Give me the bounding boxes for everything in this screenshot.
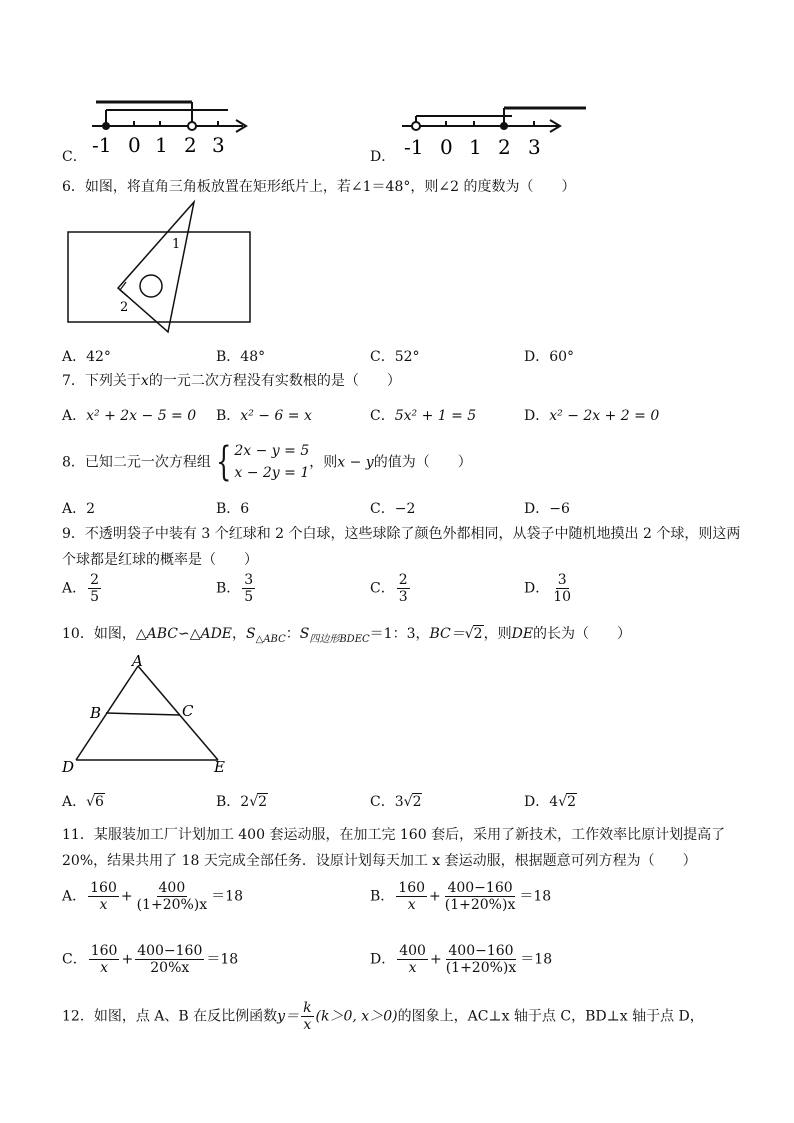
q10-option-b-coef: 2: [240, 794, 250, 810]
q7-option-a-label: A．: [62, 408, 87, 424]
q12-y: y＝: [277, 1008, 300, 1025]
radical-sign: √: [558, 794, 568, 810]
fraction: [396, 880, 427, 913]
q9-option-c[interactable]: [370, 572, 412, 605]
q10-figure: [60, 654, 240, 776]
q8-text-b: ，则: [309, 454, 338, 471]
q7-number: 7．: [62, 373, 85, 389]
q10-option-d-radicand: 2: [567, 794, 576, 810]
q11-text-line2: 20%，结果共用了 18 天完成全部任务．设原计划每天加工 x 套运动服，根据题意可列方程为（ ）: [62, 853, 697, 869]
fraction-numerator: k: [303, 1000, 312, 1016]
q10-ratio: ＝1：3，: [369, 626, 430, 642]
rhs: ＝18: [520, 951, 553, 968]
q10-number: 10．: [62, 626, 94, 642]
q7-option-c[interactable]: [370, 405, 476, 425]
q7-option-d[interactable]: [524, 405, 659, 425]
q11-option-c-label: C．: [62, 951, 87, 968]
q10-option-c[interactable]: [370, 791, 422, 811]
q9-option-b[interactable]: [216, 572, 257, 605]
fraction-denominator: x: [407, 897, 416, 914]
q12-fraction: [301, 1000, 313, 1033]
q6-option-a[interactable]: A．42°: [62, 349, 111, 365]
plus-sign: +: [429, 888, 441, 905]
q6-number: 6．: [62, 179, 85, 195]
q10-label-c: C: [182, 702, 194, 720]
q10-bc: BC＝: [429, 626, 465, 642]
q8-option-b[interactable]: B．6: [216, 501, 250, 517]
q8-stem: [62, 440, 472, 485]
q12-condition: (k＞0, x＞0): [315, 1008, 398, 1025]
fraction-numerator: 160: [90, 943, 118, 959]
q9-number: 9．: [62, 526, 85, 542]
q7-stem: [62, 370, 401, 390]
q5c-tick-3: 3: [212, 133, 225, 157]
fraction: [443, 880, 518, 913]
q8-eq2: x − 2y = 1: [234, 465, 310, 482]
q7-option-c-expr: 5x² + 1 = 5: [394, 408, 477, 424]
fraction-numerator: 2: [398, 572, 408, 588]
q5d-tick-3: 3: [528, 135, 541, 159]
q7-option-b-label: B．: [216, 408, 241, 424]
q11-option-a[interactable]: [62, 880, 243, 913]
q6-angle1-label: 1: [172, 237, 181, 252]
q9-option-a-label: A．: [62, 580, 87, 597]
fraction: [88, 880, 119, 913]
q10-option-c-radicand: 2: [412, 794, 422, 810]
q6-option-b[interactable]: B．48°: [216, 349, 266, 365]
q7-text-b: 的一元二次方程没有实数根的是（ ）: [148, 373, 401, 389]
q9-option-d[interactable]: [524, 572, 575, 605]
q10-text-b: ，则: [483, 626, 512, 642]
q11-option-a-label: A．: [62, 888, 87, 905]
q8-expr: x − y: [337, 454, 374, 471]
fraction-denominator: 20%x: [150, 960, 190, 977]
q9-option-b-label: B．: [216, 580, 241, 597]
q11-option-d[interactable]: [370, 943, 552, 976]
q5c-tick-1: 1: [155, 133, 168, 157]
q5-option-d-label[interactable]: D．: [370, 149, 396, 165]
q11-option-b[interactable]: [370, 880, 551, 913]
radical-sign: √: [86, 794, 96, 810]
q8-option-d[interactable]: D．−6: [524, 501, 570, 517]
q10-label-d: D: [62, 758, 75, 776]
q10-label-e: E: [214, 758, 225, 776]
q11-number: 11．: [62, 827, 94, 843]
q7-option-c-label: C．: [370, 408, 395, 424]
q9-option-d-fraction: [551, 572, 573, 605]
q10-s2-sub: 四边形BDEC: [309, 633, 370, 645]
q6-figure: [64, 198, 264, 338]
q8-text-a: 已知二元一次方程组: [84, 454, 211, 471]
fraction-numerator: 400−160: [448, 943, 514, 959]
fraction: [444, 943, 519, 976]
radical-sign: √: [403, 794, 413, 810]
fraction-denominator: 10: [553, 589, 572, 606]
q7-var: x: [140, 373, 149, 389]
q5-option-c-label[interactable]: C．: [62, 149, 87, 165]
q9-text-line1: 不透明袋子中装有 3 个红球和 2 个白球，这些球除了颜色外都相同，从袋子中随机地摸出 2 个球，则这两: [84, 526, 741, 542]
q10-option-b-label: B．: [216, 794, 241, 810]
fraction-denominator: x: [408, 960, 417, 977]
plus-sign: +: [120, 888, 133, 905]
q10-colon: ：: [285, 626, 300, 642]
q6-text: 如图，将直角三角板放置在矩形纸片上，若∠1＝48°，则∠2 的度数为（ ）: [84, 179, 576, 195]
q10-text-c: 的长为（ ）: [533, 626, 632, 642]
fraction: [135, 943, 204, 976]
q10-label-a: A: [132, 654, 143, 670]
q7-option-d-label: D．: [524, 408, 550, 424]
q11-option-b-label: B．: [370, 888, 395, 905]
q5-option-d-number-line: [402, 100, 592, 162]
q8-option-c[interactable]: C．−2: [370, 501, 416, 517]
q10-de: DE: [511, 626, 534, 642]
fraction-numerator: 2: [90, 572, 100, 588]
q9-option-b-fraction: [242, 572, 255, 605]
q10-s1: S: [246, 626, 256, 642]
q5d-tick-1: 1: [469, 135, 482, 159]
q10-sep: ，: [232, 626, 247, 642]
q11-text-line1: 某服装加工厂计划加工 400 套运动服，在加工完 160 套后，采用了新技术，工作效率比原计划提高了: [93, 827, 726, 843]
q11-option-d-label: D．: [370, 951, 396, 968]
q5d-tick-0: 0: [440, 135, 453, 159]
q10-s1-sub: △ABC: [255, 633, 286, 645]
q9-option-c-fraction: [397, 572, 410, 605]
fraction-denominator: x: [303, 1017, 312, 1034]
q9-option-a[interactable]: [62, 572, 103, 605]
q10-option-a-radicand: 6: [95, 794, 104, 810]
q6-stem: [62, 176, 575, 196]
q10-label-b: B: [90, 704, 102, 722]
q8-number: 8．: [62, 454, 85, 471]
fraction-numerator: 400−160: [137, 943, 203, 959]
q6-angle2-label: 2: [120, 300, 129, 315]
q8-text-c: 的值为（ ）: [373, 454, 472, 471]
q10-option-a-label: A．: [62, 794, 87, 810]
q7-option-a-expr: x² + 2x − 5 = 0: [86, 408, 197, 424]
q10-similar: △ABC∽△ADE: [135, 626, 233, 642]
fraction: [135, 880, 210, 913]
q10-option-a[interactable]: [62, 791, 105, 811]
q6-option-d[interactable]: D．60°: [524, 349, 575, 365]
q9-text-line2: 个球都是红球的概率是（ ）: [62, 552, 258, 568]
q9-option-a-fraction: [88, 572, 101, 605]
q9-stem-line1: [62, 523, 740, 543]
q10-option-d[interactable]: [524, 791, 577, 811]
fraction-numerator: 3: [557, 572, 567, 588]
fraction-numerator: 3: [244, 572, 254, 588]
fraction-denominator: (1+20%)x: [445, 960, 517, 977]
q9-option-d-label: D．: [524, 580, 550, 597]
q5c-tick-neg1: -1: [92, 133, 112, 157]
q7-text-a: 下列关于: [84, 373, 141, 389]
q10-text-a: 如图，: [93, 626, 136, 642]
q10-option-d-label: D．: [524, 794, 550, 810]
q7-option-a[interactable]: [62, 405, 196, 425]
fraction: [397, 943, 428, 976]
q10-option-c-coef: 3: [394, 794, 404, 810]
q5c-tick-2: 2: [184, 133, 197, 157]
q7-option-b[interactable]: [216, 405, 312, 425]
fraction-denominator: (1+20%)x: [444, 897, 516, 914]
fraction-denominator: 3: [398, 589, 408, 606]
q5d-tick-2: 2: [498, 135, 511, 159]
q8-equation-system: [211, 440, 309, 485]
q9-option-c-label: C．: [370, 580, 395, 597]
q8-brace: {: [216, 439, 232, 486]
q12-text-a: 如图，点 A、B 在反比例函数: [93, 1008, 278, 1025]
fraction-numerator: 400−160: [447, 880, 513, 896]
fraction: [89, 943, 120, 976]
radical-sign: √: [464, 626, 474, 642]
fraction-denominator: x: [99, 897, 108, 914]
fraction-denominator: 5: [90, 589, 100, 606]
q7-option-b-expr: x² − 6 = x: [240, 408, 312, 424]
fraction-numerator: 160: [90, 880, 117, 896]
q6-option-c[interactable]: C．52°: [370, 349, 420, 365]
q10-option-c-label: C．: [370, 794, 395, 810]
rhs: ＝18: [519, 888, 552, 905]
fraction-denominator: x: [100, 960, 109, 977]
q10-bc-radicand: 2: [473, 626, 483, 642]
q10-s2: S: [299, 626, 310, 642]
q8-eq1: 2x − y = 5: [234, 443, 310, 459]
q8-option-a[interactable]: A．2: [62, 501, 96, 517]
rhs: ＝18: [206, 951, 239, 968]
plus-sign: +: [429, 951, 442, 968]
fraction-numerator: 400: [399, 943, 426, 959]
q10-option-b-radicand: 2: [258, 794, 268, 810]
q10-option-d-coef: 4: [549, 794, 559, 810]
fraction-denominator: 5: [244, 589, 254, 606]
q10-option-b[interactable]: [216, 791, 268, 811]
q11-stem-line1: [62, 824, 725, 844]
q7-option-d-expr: x² − 2x + 2 = 0: [549, 408, 660, 424]
q5-option-c-number-line: [88, 96, 258, 162]
q11-option-c[interactable]: [62, 943, 238, 976]
fraction-numerator: 400: [158, 880, 186, 896]
q12-number: 12．: [62, 1008, 94, 1025]
q12-text-b: 的图象上，AC⊥x 轴于点 C，BD⊥x 轴于点 D，: [397, 1008, 704, 1025]
fraction-denominator: (1+20%)x: [136, 897, 208, 914]
q10-stem: [62, 623, 631, 645]
radical-sign: √: [249, 794, 259, 810]
q5c-tick-0: 0: [128, 133, 141, 157]
q5d-tick-neg1: -1: [404, 135, 424, 159]
plus-sign: +: [121, 951, 134, 968]
q12-stem: [62, 1000, 704, 1033]
fraction-numerator: 160: [398, 880, 426, 896]
rhs: ＝18: [211, 888, 243, 905]
